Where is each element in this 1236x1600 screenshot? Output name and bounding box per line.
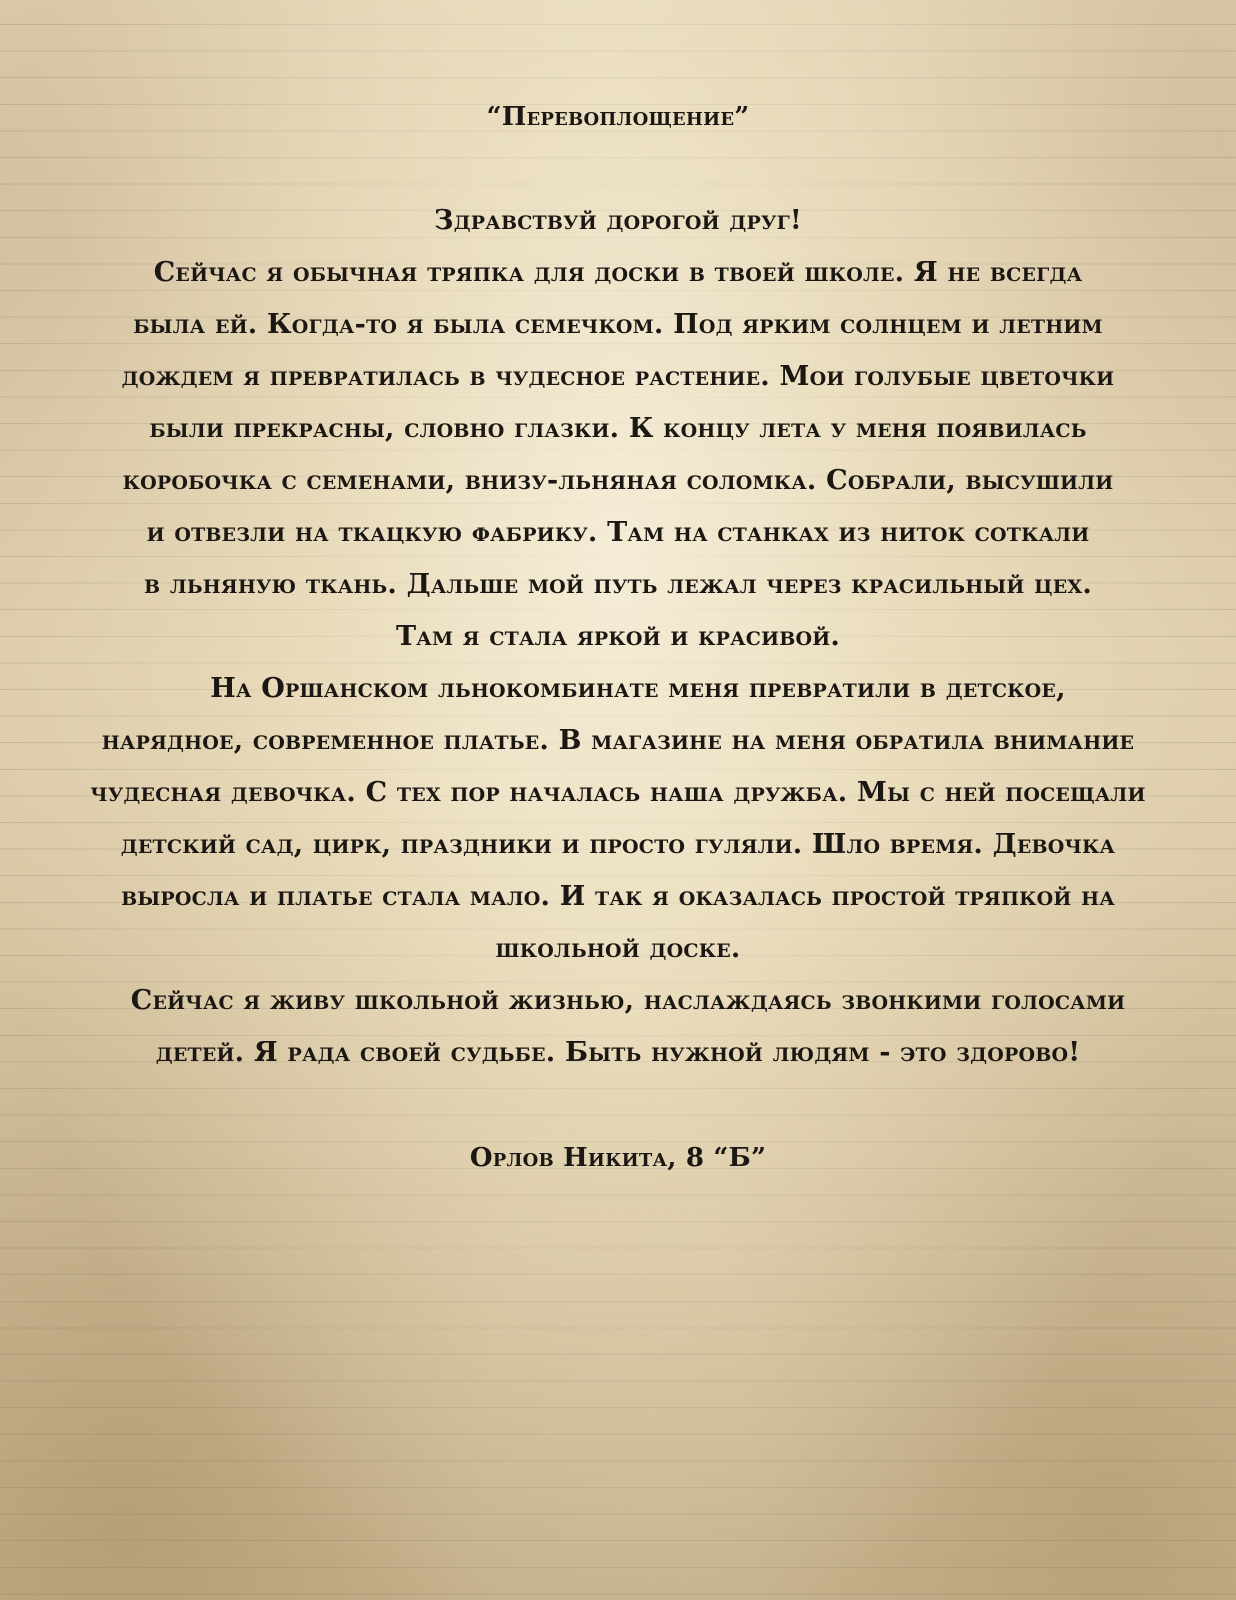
- text-line: выросла и платье стала мало. И так я оказалась простой тряпкой на: [121, 881, 1115, 912]
- text-line: коробочка с семенами, внизу-льняная соломка. Собрали, высушили: [122, 465, 1114, 496]
- text-line: нарядное, современное платье. В магазине на меня обратила внимание: [101, 725, 1135, 756]
- text-line: была ей. Когда-то я была семечком. Под ярким солнцем и летним: [133, 309, 1103, 340]
- text-line: Там я стала яркой и красивой.: [395, 621, 841, 652]
- text-line: и отвезли на ткацкую фабрику. Там на станках из ниток соткали: [146, 517, 1090, 548]
- text-line-indented: Сейчас я живу школьной жизнью, наслаждаясь звонкими голосами: [130, 985, 1126, 1016]
- text-line: школьной доске.: [495, 933, 741, 964]
- text-line: детский сад, цирк, праздники и просто гуляли. Шло время. Девочка: [120, 829, 1116, 860]
- document-title: “Перевоплощение”: [486, 102, 750, 132]
- text-line: детей. Я рада своей судьбе. Быть нужной людям - это здорово!: [155, 1037, 1081, 1068]
- greeting-line: Здравствуй дорогой друг!: [434, 205, 802, 236]
- text-line: Сейчас я обычная тряпка для доски в твоей школе. Я не всегда: [153, 257, 1083, 288]
- text-line: в льняную ткань. Дальше мой путь лежал через красильный цех.: [144, 569, 1092, 600]
- text-line: чудесная девочка. С тех пор началась наша дружба. Мы с ней посещали: [90, 777, 1146, 808]
- text-line-indented: На Оршанском льнокомбинате меня превратили в детское,: [210, 673, 1066, 704]
- text-line: дождем я превратилась в чудесное растение. Мои голубые цветочки: [121, 361, 1115, 392]
- text-line: были прекрасны, словно глазки. К концу лета у меня появилась: [149, 413, 1087, 444]
- author-signature: Орлов Никита, 8 “Б”: [469, 1143, 767, 1173]
